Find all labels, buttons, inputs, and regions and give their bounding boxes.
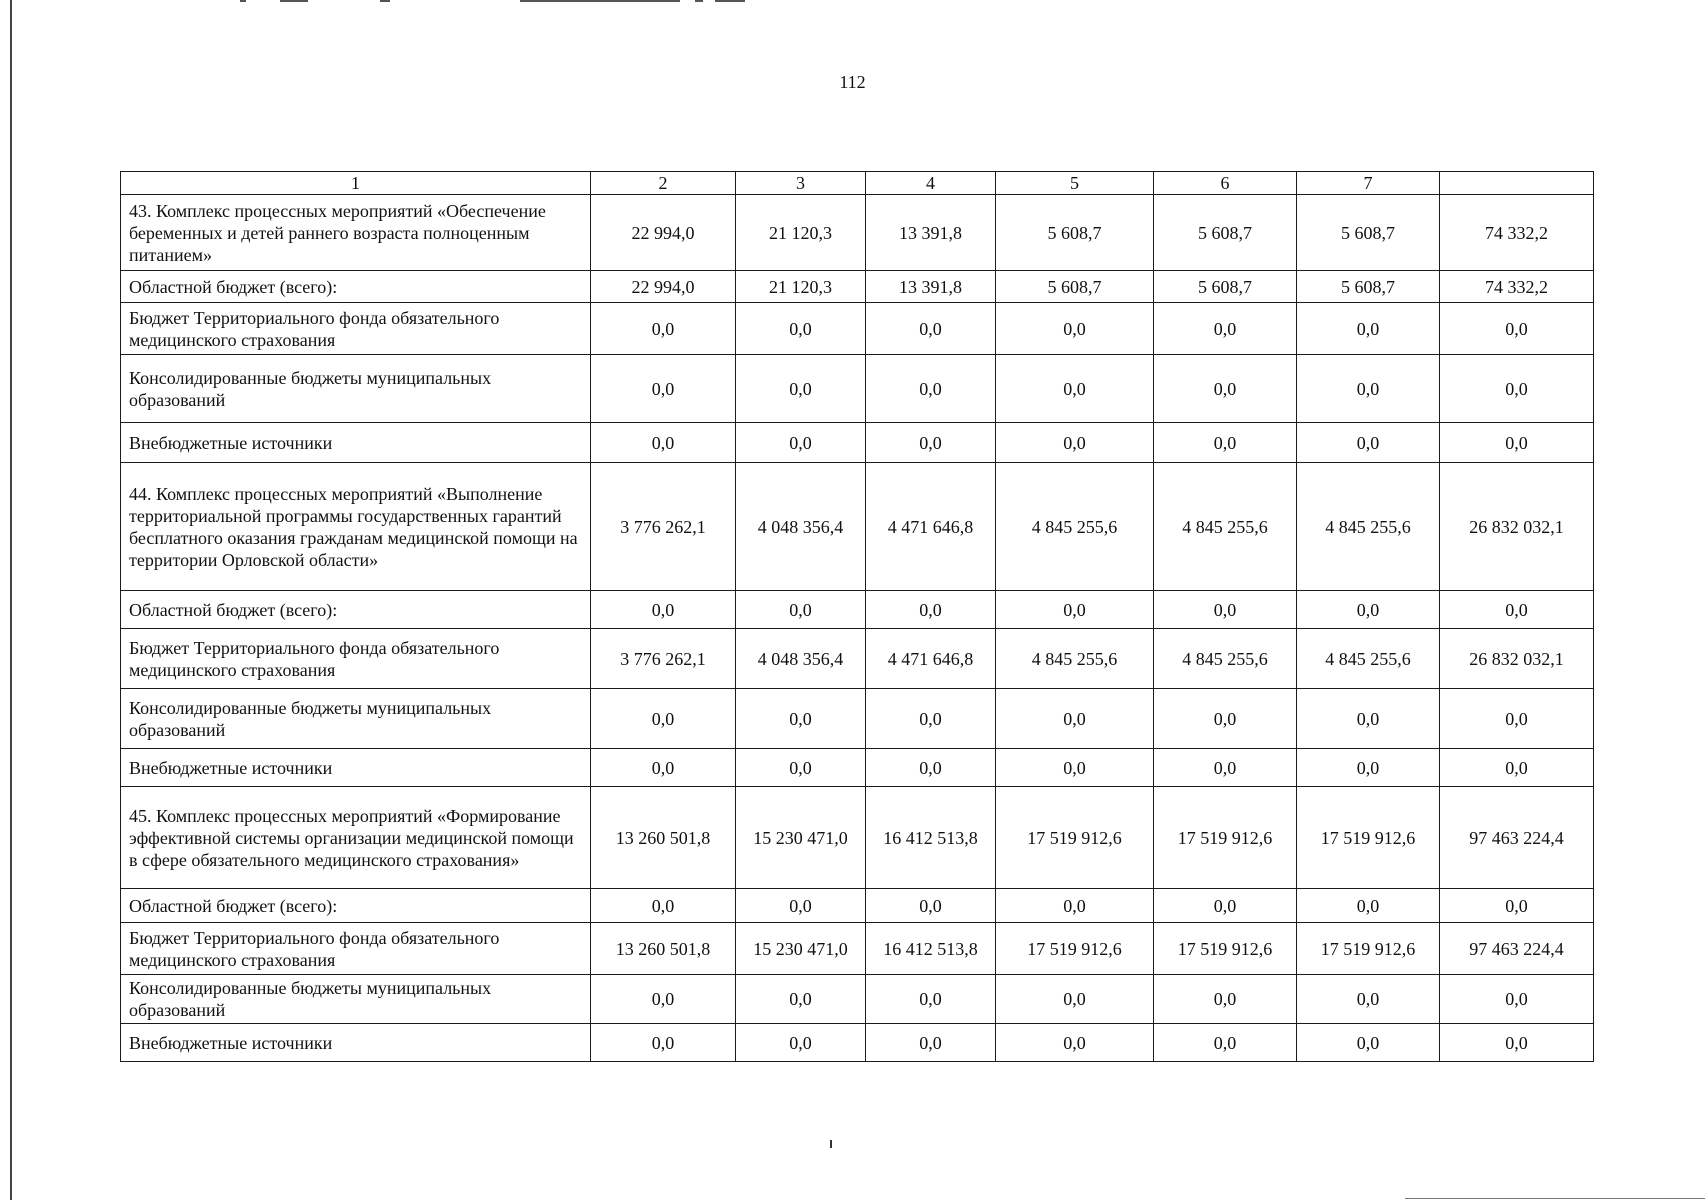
value-cell: 17 519 912,6 bbox=[1154, 923, 1297, 975]
header-cell: 7 bbox=[1297, 172, 1440, 195]
value-cell: 5 608,7 bbox=[1154, 195, 1297, 271]
row-label: Внебюджетные источники bbox=[121, 423, 591, 463]
value-cell: 13 260 501,8 bbox=[591, 923, 736, 975]
value-cell: 17 519 912,6 bbox=[1154, 787, 1297, 889]
budget-table bbox=[120, 171, 1594, 1062]
value-cell: 4 048 356,4 bbox=[736, 463, 866, 591]
table-row bbox=[121, 889, 1594, 923]
value-cell: 0,0 bbox=[591, 1024, 736, 1062]
table-row bbox=[121, 689, 1594, 749]
table-row bbox=[121, 271, 1594, 303]
header-cell: 3 bbox=[736, 172, 866, 195]
value-cell: 0,0 bbox=[736, 689, 866, 749]
value-cell: 22 994,0 bbox=[591, 195, 736, 271]
header-cell: 6 bbox=[1154, 172, 1297, 195]
header-cell: 2 bbox=[591, 172, 736, 195]
value-cell: 4 845 255,6 bbox=[996, 629, 1154, 689]
value-cell: 0,0 bbox=[996, 889, 1154, 923]
value-cell: 5 608,7 bbox=[996, 271, 1154, 303]
value-cell: 0,0 bbox=[1297, 975, 1440, 1024]
value-cell: 0,0 bbox=[1297, 1024, 1440, 1062]
value-cell: 0,0 bbox=[591, 591, 736, 629]
value-cell: 16 412 513,8 bbox=[866, 787, 996, 889]
value-cell: 15 230 471,0 bbox=[736, 787, 866, 889]
value-cell: 21 120,3 bbox=[736, 271, 866, 303]
value-cell: 26 832 032,1 bbox=[1440, 463, 1594, 591]
value-cell: 4 471 646,8 bbox=[866, 629, 996, 689]
row-label: Внебюджетные источники bbox=[121, 1024, 591, 1062]
value-cell: 0,0 bbox=[1154, 423, 1297, 463]
row-label: 44. Комплекс процессных мероприятий «Выполнение территориальной программы государственных гарантий бесплатного оказания гражданам медицинской помощи на территории Орловской области» bbox=[121, 463, 591, 591]
value-cell: 0,0 bbox=[1297, 689, 1440, 749]
table-row bbox=[121, 591, 1594, 629]
footer-mark bbox=[830, 1140, 832, 1148]
table-row bbox=[121, 787, 1594, 889]
value-cell: 0,0 bbox=[1440, 303, 1594, 355]
value-cell: 0,0 bbox=[736, 423, 866, 463]
table-row bbox=[121, 975, 1594, 1024]
value-cell: 0,0 bbox=[1154, 355, 1297, 423]
value-cell: 0,0 bbox=[1440, 1024, 1594, 1062]
scan-top-marks bbox=[240, 0, 760, 3]
value-cell: 0,0 bbox=[736, 355, 866, 423]
value-cell: 0,0 bbox=[736, 303, 866, 355]
value-cell: 0,0 bbox=[1154, 591, 1297, 629]
value-cell: 0,0 bbox=[591, 303, 736, 355]
value-cell: 4 845 255,6 bbox=[1297, 463, 1440, 591]
row-label: Консолидированные бюджеты муниципальных образований bbox=[121, 689, 591, 749]
value-cell: 0,0 bbox=[1440, 749, 1594, 787]
value-cell: 0,0 bbox=[1154, 303, 1297, 355]
value-cell: 0,0 bbox=[1297, 591, 1440, 629]
value-cell: 13 260 501,8 bbox=[591, 787, 736, 889]
value-cell: 0,0 bbox=[866, 591, 996, 629]
value-cell: 0,0 bbox=[1440, 889, 1594, 923]
value-cell: 17 519 912,6 bbox=[1297, 923, 1440, 975]
row-label: Бюджет Территориального фонда обязательного медицинского страхования bbox=[121, 629, 591, 689]
value-cell: 3 776 262,1 bbox=[591, 629, 736, 689]
page-number: 112 bbox=[839, 72, 866, 92]
value-cell: 0,0 bbox=[1440, 355, 1594, 423]
value-cell: 74 332,2 bbox=[1440, 271, 1594, 303]
value-cell: 0,0 bbox=[866, 689, 996, 749]
row-label: Областной бюджет (всего): bbox=[121, 591, 591, 629]
value-cell: 26 832 032,1 bbox=[1440, 629, 1594, 689]
value-cell: 3 776 262,1 bbox=[591, 463, 736, 591]
value-cell: 0,0 bbox=[866, 303, 996, 355]
value-cell: 0,0 bbox=[1154, 689, 1297, 749]
table-row bbox=[121, 749, 1594, 787]
value-cell: 0,0 bbox=[736, 1024, 866, 1062]
value-cell: 0,0 bbox=[1154, 749, 1297, 787]
value-cell: 0,0 bbox=[736, 591, 866, 629]
value-cell: 0,0 bbox=[866, 1024, 996, 1062]
value-cell: 0,0 bbox=[1440, 975, 1594, 1024]
value-cell: 0,0 bbox=[1297, 303, 1440, 355]
table-row bbox=[121, 355, 1594, 423]
header-cell: 4 bbox=[866, 172, 996, 195]
header-cell: 5 bbox=[996, 172, 1154, 195]
value-cell: 0,0 bbox=[866, 749, 996, 787]
value-cell: 97 463 224,4 bbox=[1440, 923, 1594, 975]
row-label: Бюджет Территориального фонда обязательного медицинского страхования bbox=[121, 303, 591, 355]
value-cell: 5 608,7 bbox=[996, 195, 1154, 271]
value-cell: 0,0 bbox=[866, 889, 996, 923]
row-label: 45. Комплекс процессных мероприятий «Формирование эффективной системы организации медицинской помощи в сфере обязательного медицинского страхования» bbox=[121, 787, 591, 889]
value-cell: 4 845 255,6 bbox=[996, 463, 1154, 591]
row-label: Внебюджетные источники bbox=[121, 749, 591, 787]
value-cell: 97 463 224,4 bbox=[1440, 787, 1594, 889]
value-cell: 0,0 bbox=[591, 355, 736, 423]
value-cell: 0,0 bbox=[736, 975, 866, 1024]
value-cell: 5 608,7 bbox=[1297, 195, 1440, 271]
table-row bbox=[121, 463, 1594, 591]
scan-bottom-rule bbox=[1405, 1198, 1705, 1199]
value-cell: 4 845 255,6 bbox=[1154, 629, 1297, 689]
value-cell: 0,0 bbox=[996, 975, 1154, 1024]
value-cell: 5 608,7 bbox=[1297, 271, 1440, 303]
value-cell: 0,0 bbox=[996, 423, 1154, 463]
value-cell: 21 120,3 bbox=[736, 195, 866, 271]
table-row bbox=[121, 303, 1594, 355]
value-cell: 0,0 bbox=[1154, 889, 1297, 923]
value-cell: 0,0 bbox=[996, 355, 1154, 423]
header-cell bbox=[1440, 172, 1594, 195]
value-cell: 0,0 bbox=[996, 303, 1154, 355]
row-label: Областной бюджет (всего): bbox=[121, 889, 591, 923]
value-cell: 0,0 bbox=[591, 889, 736, 923]
value-cell: 4 845 255,6 bbox=[1297, 629, 1440, 689]
value-cell: 13 391,8 bbox=[866, 195, 996, 271]
value-cell: 0,0 bbox=[996, 689, 1154, 749]
row-label: Областной бюджет (всего): bbox=[121, 271, 591, 303]
value-cell: 17 519 912,6 bbox=[996, 923, 1154, 975]
value-cell: 13 391,8 bbox=[866, 271, 996, 303]
value-cell: 0,0 bbox=[1440, 423, 1594, 463]
value-cell: 0,0 bbox=[591, 423, 736, 463]
value-cell: 0,0 bbox=[1297, 749, 1440, 787]
value-cell: 0,0 bbox=[1297, 423, 1440, 463]
table-row bbox=[121, 195, 1594, 271]
table-row bbox=[121, 1024, 1594, 1062]
row-label: Консолидированные бюджеты муниципальных образований bbox=[121, 975, 591, 1024]
scan-edge-left bbox=[10, 0, 12, 1200]
row-label: Бюджет Территориального фонда обязательного медицинского страхования bbox=[121, 923, 591, 975]
value-cell: 5 608,7 bbox=[1154, 271, 1297, 303]
value-cell: 0,0 bbox=[591, 689, 736, 749]
value-cell: 0,0 bbox=[1440, 689, 1594, 749]
value-cell: 4 471 646,8 bbox=[866, 463, 996, 591]
value-cell: 4 845 255,6 bbox=[1154, 463, 1297, 591]
value-cell: 0,0 bbox=[591, 749, 736, 787]
value-cell: 0,0 bbox=[1440, 591, 1594, 629]
value-cell: 0,0 bbox=[996, 591, 1154, 629]
value-cell: 0,0 bbox=[736, 889, 866, 923]
value-cell: 22 994,0 bbox=[591, 271, 736, 303]
value-cell: 16 412 513,8 bbox=[866, 923, 996, 975]
value-cell: 74 332,2 bbox=[1440, 195, 1594, 271]
value-cell: 0,0 bbox=[1154, 1024, 1297, 1062]
value-cell: 0,0 bbox=[866, 975, 996, 1024]
table-row bbox=[121, 629, 1594, 689]
value-cell: 0,0 bbox=[866, 355, 996, 423]
row-label: 43. Комплекс процессных мероприятий «Обеспечение беременных и детей раннего возраста полноценным питанием» bbox=[121, 195, 591, 271]
table-header-row bbox=[121, 172, 1594, 195]
header-cell: 1 bbox=[121, 172, 591, 195]
value-cell: 15 230 471,0 bbox=[736, 923, 866, 975]
value-cell: 0,0 bbox=[591, 975, 736, 1024]
value-cell: 0,0 bbox=[1297, 889, 1440, 923]
value-cell: 17 519 912,6 bbox=[996, 787, 1154, 889]
value-cell: 0,0 bbox=[866, 423, 996, 463]
table-row bbox=[121, 923, 1594, 975]
value-cell: 0,0 bbox=[1154, 975, 1297, 1024]
table-body bbox=[121, 195, 1594, 1062]
value-cell: 4 048 356,4 bbox=[736, 629, 866, 689]
value-cell: 17 519 912,6 bbox=[1297, 787, 1440, 889]
value-cell: 0,0 bbox=[996, 1024, 1154, 1062]
row-label: Консолидированные бюджеты муниципальных образований bbox=[121, 355, 591, 423]
value-cell: 0,0 bbox=[1297, 355, 1440, 423]
table-row bbox=[121, 423, 1594, 463]
value-cell: 0,0 bbox=[996, 749, 1154, 787]
value-cell: 0,0 bbox=[736, 749, 866, 787]
